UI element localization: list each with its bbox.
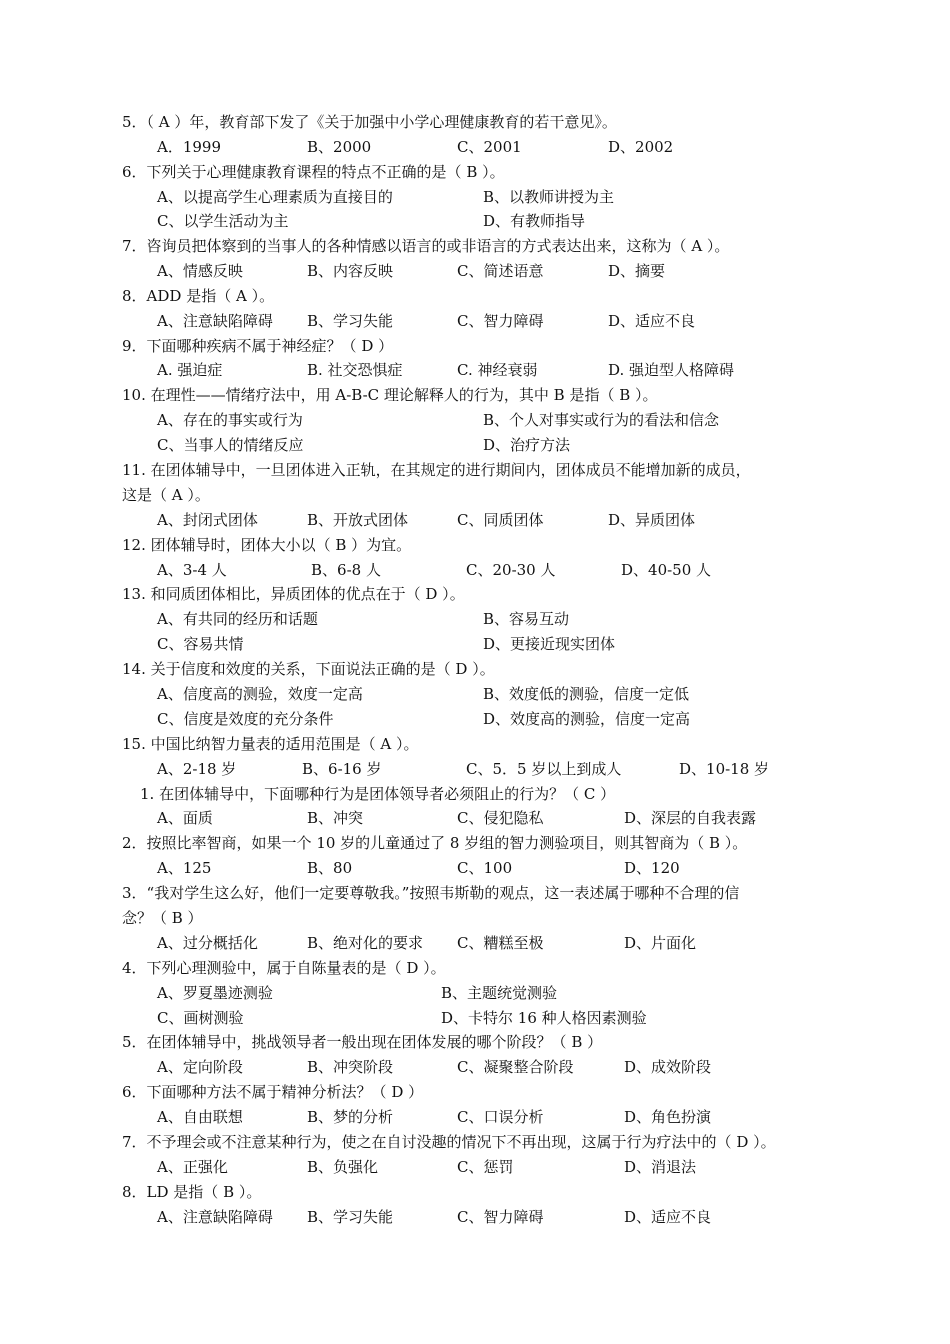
question-line: 8．ADD 是指（ A ）。 (122, 287, 275, 305)
question-line: 6．下面哪种方法不属于精神分析法？（ D ） (122, 1083, 424, 1101)
answer-option: C、20-30 人 (466, 561, 556, 579)
question-line: 5．在团体辅导中，挑战领导者一般出现在团体发展的哪个阶段？（ B ） (122, 1033, 603, 1051)
question-line: 这是（ A ）。 (122, 486, 210, 504)
question-line: 7．不予理会或不注意某种行为，使之在自讨没趣的情况下不再出现，这属于行为疗法中的（ D ）。 (122, 1133, 776, 1151)
question-line: 6．下列关于心理健康教育课程的特点不正确的是（ B ）。 (122, 163, 505, 181)
answer-option: D、效度高的测验，信度一定高 (483, 710, 691, 728)
answer-option: B、80 (307, 859, 353, 877)
answer-option: B、学习失能 (307, 312, 394, 330)
answer-option: C、智力障碍 (457, 1208, 544, 1226)
answer-option: D、10-18 岁 (679, 760, 770, 778)
answer-option: D、有教师指导 (483, 212, 586, 230)
answer-option: D、适应不良 (624, 1208, 712, 1226)
answer-option: C、口误分析 (457, 1108, 544, 1126)
answer-option: A、125 (157, 859, 212, 877)
answer-option: A、情感反映 (157, 262, 243, 280)
answer-option: D、消退法 (624, 1158, 697, 1176)
answer-option: B、2000 (307, 138, 372, 156)
answer-option: B、效度低的测验，信度一定低 (483, 685, 690, 703)
answer-option: A、以提高学生心理素质为直接目的 (157, 188, 393, 206)
answer-option: A、封闭式团体 (157, 511, 258, 529)
answer-option: D、成效阶段 (624, 1058, 712, 1076)
answer-option: C、简述语意 (457, 262, 544, 280)
answer-option: C、5．5 岁以上到成人 (466, 760, 622, 778)
answer-option: B、冲突 (307, 809, 364, 827)
question-line: 15. 中国比纳智力量表的适用范围是（ A ）。 (122, 735, 419, 753)
answer-option: A、面质 (157, 809, 213, 827)
answer-option: C、信度是效度的充分条件 (157, 710, 334, 728)
answer-option: B、学习失能 (307, 1208, 394, 1226)
answer-option: A、信度高的测验，效度一定高 (157, 685, 363, 703)
answer-option: C. 神经衰弱 (457, 361, 538, 379)
answer-option: C、以学生活动为主 (157, 212, 289, 230)
answer-option: B、绝对化的要求 (307, 934, 424, 952)
answer-option: C、100 (457, 859, 513, 877)
answer-option: D、适应不良 (608, 312, 696, 330)
answer-option: A、存在的事实或行为 (157, 411, 303, 429)
answer-option: A、罗夏墨迹测验 (157, 984, 273, 1002)
answer-option: C、凝聚整合阶段 (457, 1058, 574, 1076)
question-line: 8．LD 是指（ B ）。 (122, 1183, 262, 1201)
answer-option: B. 社交恐惧症 (307, 361, 403, 379)
question-line: 2．按照比率智商，如果一个 10 岁的儿童通过了 8 岁组的智力测验项目，则其智商为（ B ）。 (122, 834, 748, 852)
answer-option: B、开放式团体 (307, 511, 409, 529)
answer-option: D、卡特尔 16 种人格因素测验 (441, 1009, 647, 1027)
answer-option: A、定向阶段 (157, 1058, 243, 1076)
answer-option: B、以教师讲授为主 (483, 188, 615, 206)
answer-option: D、120 (624, 859, 680, 877)
answer-option: B、梦的分析 (307, 1108, 394, 1126)
answer-option: B、容易互动 (483, 610, 570, 628)
answer-option: C、侵犯隐私 (457, 809, 544, 827)
answer-option: A、自由联想 (157, 1108, 243, 1126)
answer-option: A、注意缺陷障碍 (157, 312, 273, 330)
answer-option: B、负强化 (307, 1158, 379, 1176)
answer-option: C、智力障碍 (457, 312, 544, 330)
answer-option: D、角色扮演 (624, 1108, 712, 1126)
answer-option: A、3-4 人 (157, 561, 227, 579)
question-line: 1. 在团体辅导中，下面哪种行为是团体领导者必须阻止的行为？（ C ） (140, 785, 616, 803)
answer-option: B、6-8 人 (311, 561, 381, 579)
answer-option: A. 强迫症 (157, 361, 223, 379)
answer-option: A、正强化 (157, 1158, 228, 1176)
answer-option: C、同质团体 (457, 511, 544, 529)
question-line: 3．“我对学生这么好，他们一定要尊敬我。”按照韦斯勒的观点，这一表述属于哪种不合理的信 (122, 884, 740, 902)
answer-option: C、当事人的情绪反应 (157, 436, 304, 454)
question-line: 12. 团体辅导时，团体大小以（ B ）为宜。 (122, 536, 412, 554)
answer-option: B、6-16 岁 (302, 760, 382, 778)
answer-option: A．1999 (157, 138, 222, 156)
answer-option: A、有共同的经历和话题 (157, 610, 318, 628)
question-line: 念？（ B ） (122, 909, 203, 927)
answer-option: C、容易共情 (157, 635, 244, 653)
answer-option: A、2-18 岁 (157, 760, 237, 778)
question-line: 4．下列心理测验中，属于自陈量表的是（ D ）。 (122, 959, 446, 977)
question-line: 13. 和同质团体相比，异质团体的优点在于（ D ）。 (122, 585, 465, 603)
question-line: 5．（ A ）年，教育部下发了《关于加强中小学心理健康教育的若干意见》。 (122, 113, 617, 131)
answer-option: C、糟糕至极 (457, 934, 544, 952)
question-line: 7．咨询员把体察到的当事人的各种情感以语言的或非语言的方式表达出来，这称为（ A ）。 (122, 237, 730, 255)
answer-option: C、画树测验 (157, 1009, 244, 1027)
question-line: 10. 在理性——情绪疗法中，用 A-B-C 理论解释人的行为，其中 B 是指（ B ）。 (122, 386, 658, 404)
answer-option: D、异质团体 (608, 511, 696, 529)
answer-option: D、更接近现实团体 (483, 635, 616, 653)
answer-option: D、2002 (608, 138, 674, 156)
answer-option: C、2001 (457, 138, 522, 156)
answer-option: B、内容反映 (307, 262, 394, 280)
answer-option: A、过分概括化 (157, 934, 258, 952)
answer-option: D、治疗方法 (483, 436, 571, 454)
answer-option: D、40-50 人 (621, 561, 712, 579)
answer-option: B、主题统觉测验 (441, 984, 558, 1002)
answer-option: C、惩罚 (457, 1158, 514, 1176)
answer-option: D、摘要 (608, 262, 666, 280)
answer-option: A、注意缺陷障碍 (157, 1208, 273, 1226)
answer-option: B、个人对事实或行为的看法和信念 (483, 411, 720, 429)
question-line: 11. 在团体辅导中，一旦团体进入正轨，在其规定的进行期间内，团体成员不能增加新的成员， (122, 461, 751, 479)
question-line: 9．下面哪种疾病不属于神经症？（ D ） (122, 337, 394, 355)
answer-option: B、冲突阶段 (307, 1058, 394, 1076)
answer-option: D、片面化 (624, 934, 697, 952)
answer-option: D. 强迫型人格障碍 (608, 361, 735, 379)
answer-option: D、深层的自我表露 (624, 809, 757, 827)
question-line: 14. 关于信度和效度的关系，下面说法正确的是（ D ）。 (122, 660, 495, 678)
